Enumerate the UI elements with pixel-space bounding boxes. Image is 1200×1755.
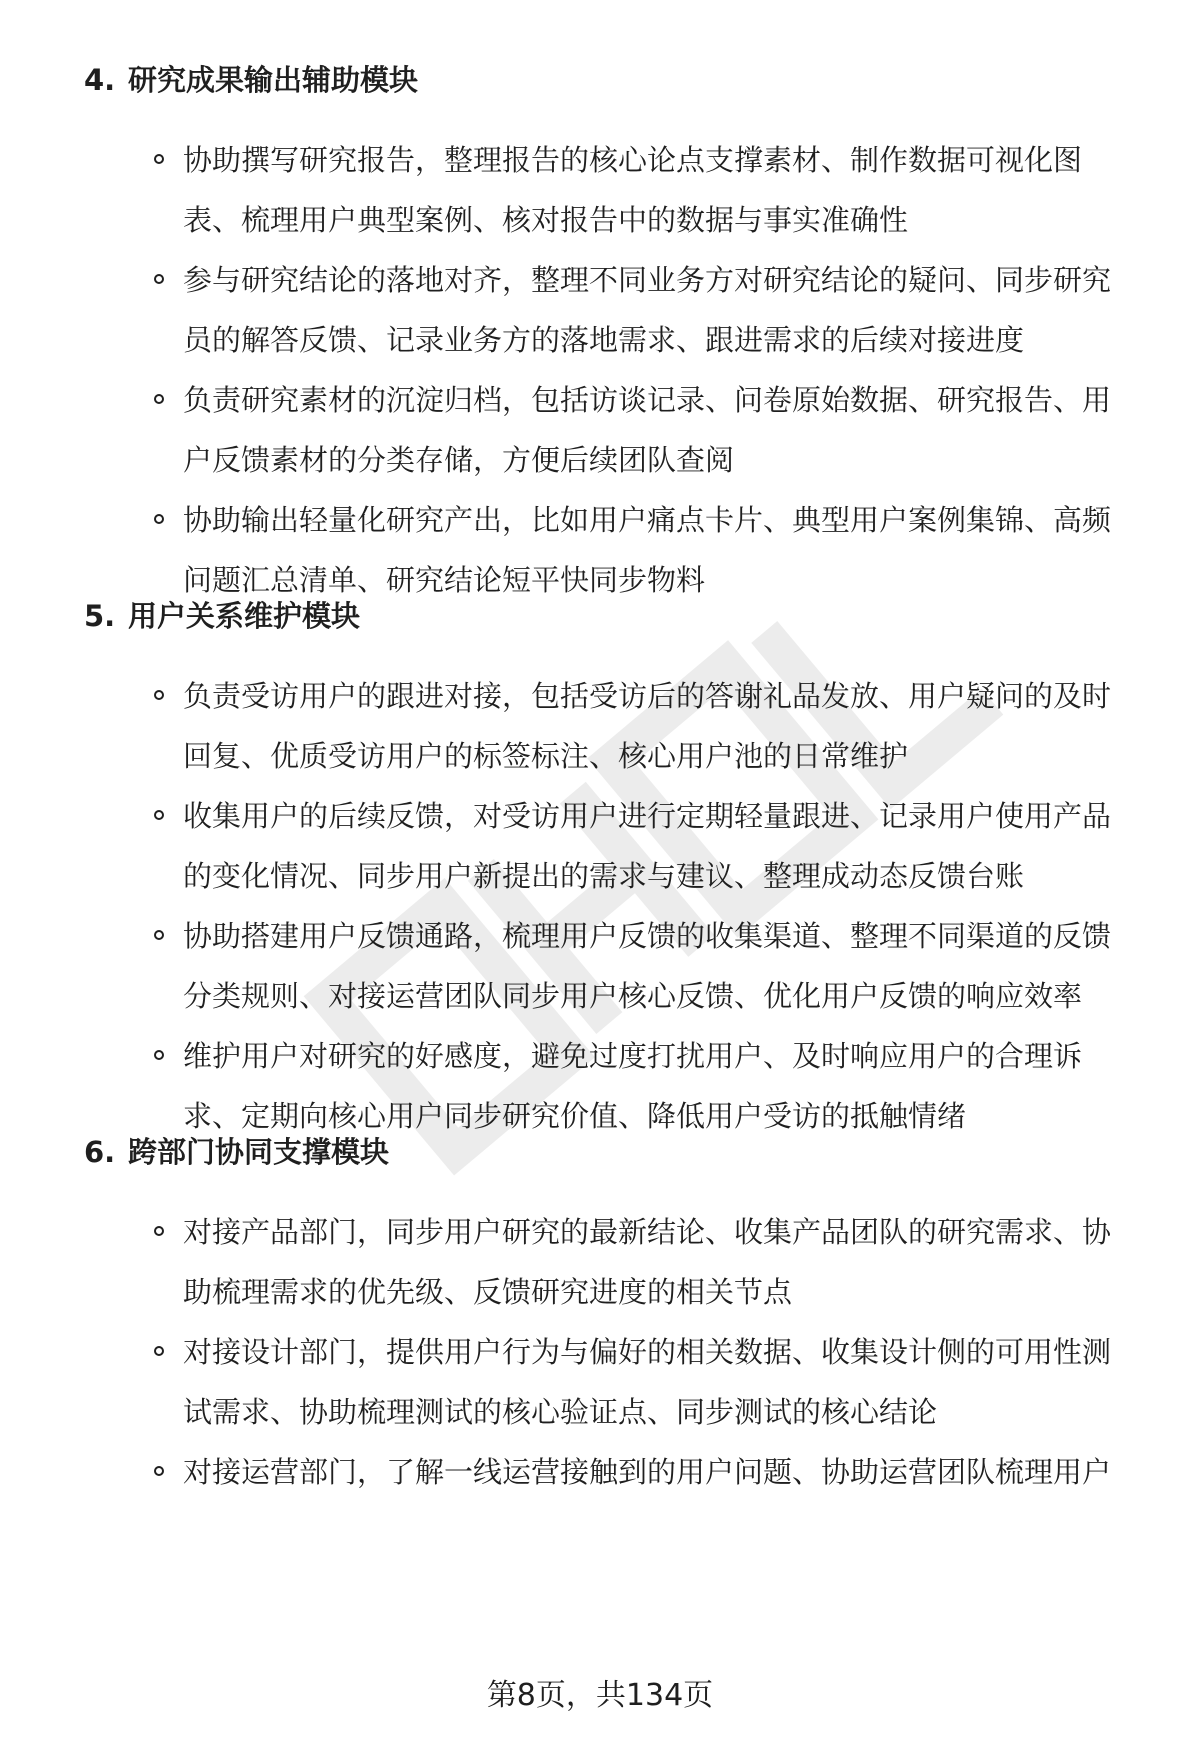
list-item [84,786,1124,906]
list-item-line: 员的解答反馈、记录业务方的落地需求、跟进需求的后续对接进度 [183,323,1025,357]
list-item-line: 负责受访用户的跟进对接，包括受访后的答谢礼品发放、用户疑问的及时 [183,679,1112,713]
list-item-line: 户反馈素材的分类存储，方便后续团队查阅 [183,443,735,477]
list-item [84,370,1124,490]
list-item [84,250,1124,370]
list-item [84,1322,1124,1442]
list-item-line: 求、定期向核心用户同步研究价值、降低用户受访的抵触情绪 [183,1099,967,1133]
hollow-circle-bullet-icon [154,930,164,940]
section-4 [84,60,1134,597]
bullet-list [84,130,1134,610]
section-6 [84,1132,1134,1489]
list-item-line: 对接产品部门，同步用户研究的最新结论、收集产品团队的研究需求、协 [183,1215,1112,1249]
section-title: 研究成果输出辅助模块 [128,63,419,97]
section-number: 4. [84,63,116,97]
section-title: 用户关系维护模块 [128,599,361,633]
section-number: 6. [84,1135,116,1169]
list-item-line: 参与研究结论的落地对齐，整理不同业务方对研究结论的疑问、同步研究 [183,263,1112,297]
list-item-line: 试需求、协助梳理测试的核心验证点、同步测试的核心结论 [183,1395,938,1429]
section-heading [84,1132,1134,1172]
list-item [84,666,1124,786]
bullet-list [84,1202,1134,1502]
list-item [84,130,1124,250]
list-item-line: 对接设计部门，提供用户行为与偏好的相关数据、收集设计侧的可用性测 [183,1335,1112,1369]
section-heading [84,60,1134,100]
list-item-line: 维护用户对研究的好感度，避免过度打扰用户、及时响应用户的合理诉 [183,1039,1083,1073]
list-item-line: 负责研究素材的沉淀归档，包括访谈记录、问卷原始数据、研究报告、用 [183,383,1112,417]
section-title: 跨部门协同支撑模块 [128,1135,390,1169]
list-item [84,1442,1124,1502]
hollow-circle-bullet-icon [154,1346,164,1356]
hollow-circle-bullet-icon [154,690,164,700]
hollow-circle-bullet-icon [154,1050,164,1060]
hollow-circle-bullet-icon [154,274,164,284]
page-number-footer: 第8页，共134页 [486,1678,714,1713]
list-item-line: 协助撰写研究报告，整理报告的核心论点支撑素材、制作数据可视化图 [183,143,1083,177]
hollow-circle-bullet-icon [154,154,164,164]
list-item-line: 协助搭建用户反馈通路，梳理用户反馈的收集渠道、整理不同渠道的反馈 [183,919,1112,953]
list-item-line: 协助输出轻量化研究产出，比如用户痛点卡片、典型用户案例集锦、高频 [183,503,1112,537]
hollow-circle-bullet-icon [154,1226,164,1236]
list-item-line: 收集用户的后续反馈，对受访用户进行定期轻量跟进、记录用户使用产品 [183,799,1112,833]
hollow-circle-bullet-icon [154,1466,164,1476]
bullet-list [84,666,1134,1146]
hollow-circle-bullet-icon [154,514,164,524]
section-heading [84,596,1134,636]
section-5 [84,596,1134,1133]
list-item-line: 分类规则、对接运营团队同步用户核心反馈、优化用户反馈的响应效率 [183,979,1083,1013]
list-item [84,1202,1124,1322]
hollow-circle-bullet-icon [154,810,164,820]
hollow-circle-bullet-icon [154,394,164,404]
list-item-line: 表、梳理用户典型案例、核对报告中的数据与事实准确性 [183,203,909,237]
list-item-line: 对接运营部门，了解一线运营接触到的用户问题、协助运营团队梳理用户 [183,1455,1112,1489]
list-item-line: 问题汇总清单、研究结论短平快同步物料 [183,563,706,597]
section-number: 5. [84,599,116,633]
list-item [84,1026,1124,1146]
list-item-line: 回复、优质受访用户的标签标注、核心用户池的日常维护 [183,739,909,773]
list-item [84,490,1124,610]
list-item-line: 的变化情况、同步用户新提出的需求与建议、整理成动态反馈台账 [183,859,1025,893]
list-item [84,906,1124,1026]
list-item-line: 助梳理需求的优先级、反馈研究进度的相关节点 [183,1275,793,1309]
